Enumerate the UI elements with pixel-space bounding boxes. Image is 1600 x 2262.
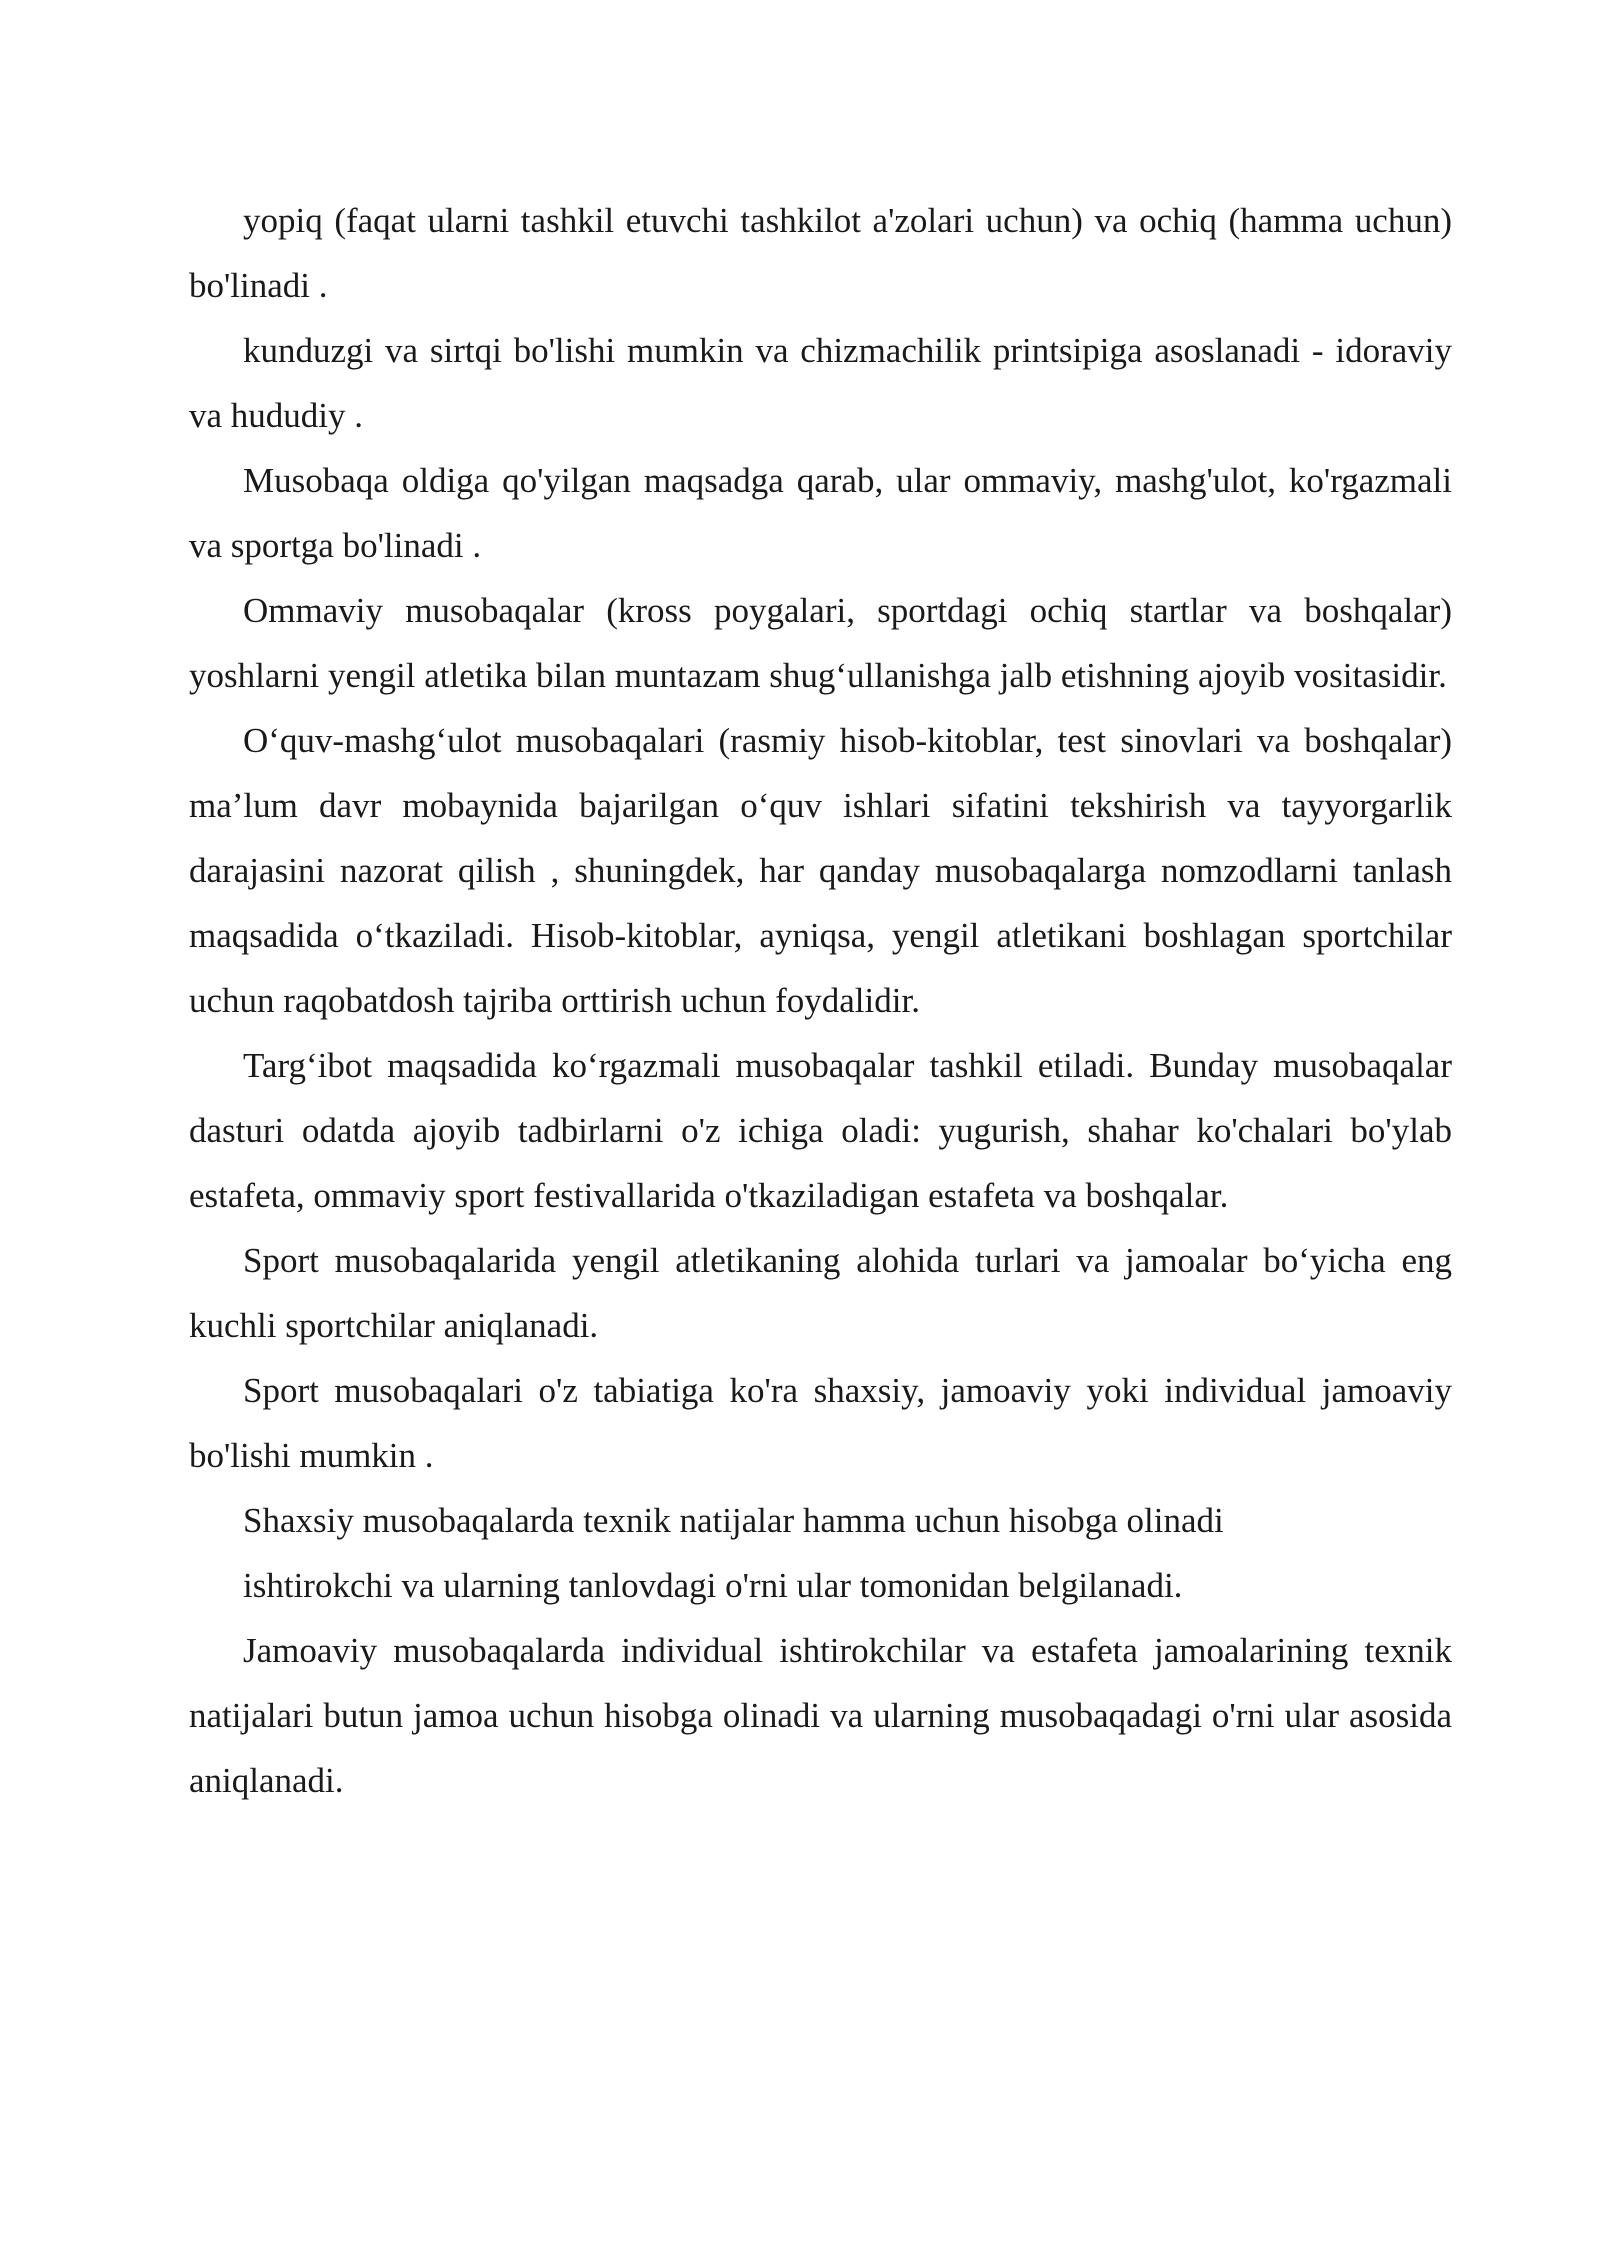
paragraph-yopiq: yopiq (faqat ularni tashkil etuvchi tashkilot a'zolari uchun) va ochiq (hamma uchun) bo'linadi . [189, 201, 1452, 305]
paragraph-tabiatiga-kora: Sport musobaqalari o'z tabiatiga ko'ra shaxsiy, jamoaviy yoki individual jamoaviy bo'lishi mumkin . [189, 1371, 1452, 1475]
paragraph-shaxsiy: Shaxsiy musobaqalarda texnik natijalar hamma uchun hisobga olinadi [243, 1501, 1224, 1540]
paragraph-ishtirokchi: ishtirokchi va ularning tanlovdagi o'rni ular tomonidan belgilanadi. [243, 1566, 1183, 1605]
paragraph-ommaviy: Ommaviy musobaqalar (kross poygalari, sportdagi ochiq startlar va boshqalar) yoshlarni yengil atletika bilan muntazam shug‘ullanishga jalb etishning ajoyib vositasidir. [189, 591, 1452, 695]
paragraph-jamoaviy: Jamoaviy musobaqalarda individual ishtirokchilar va estafeta jamoalarining texnik natijalari butun jamoa uchun hisobga olinadi va ularning musobaqadagi o'rni ular asosida aniqlanadi. [189, 1631, 1452, 1800]
paragraph-sport-musobaqalari: Sport musobaqalarida yengil atletikaning alohida turlari va jamoalar bo‘yicha eng kuchli sportchilar aniqlanadi. [189, 1241, 1452, 1345]
paragraph-musobaqa-maqsad: Musobaqa oldiga qo'yilgan maqsadga qarab, ular ommaviy, mashg'ulot, ko'rgazmali va sportga bo'linadi . [189, 461, 1452, 565]
paragraph-korgazmali: Targ‘ibot maqsadida ko‘rgazmali musobaqalar tashkil etiladi. Bunday musobaqalar dasturi odatda ajoyib tadbirlarni o'z ichiga oladi: yugurish, shahar ko'chalari bo'ylab estafeta, ommaviy sport festivallarida o'tkaziladigan estafeta va boshqalar. [189, 1046, 1452, 1215]
paragraph-kunduzgi: kunduzgi va sirtqi bo'lishi mumkin va chizmachilik printsipiga asoslanadi - idoraviy va hududiy . [189, 331, 1452, 435]
paragraph-oquv-mashgulot: O‘quv-mashg‘ulot musobaqalari (rasmiy hisob-kitoblar, test sinovlari va boshqalar) ma’lum davr mobaynida bajarilgan o‘quv ishlari sifatini tekshirish va tayyorgarlik darajasini nazorat qilish , shuningdek, har qanday musobaqalarga nomzodlarni tanlash maqsadida o‘tkaziladi. Hisob-kitoblar, ayniqsa, yengil atletikani boshlagan sportchilar uchun raqobatdosh tajriba orttirish uchun foydalidir. [189, 721, 1452, 1020]
document-body [189, 188, 1452, 1813]
